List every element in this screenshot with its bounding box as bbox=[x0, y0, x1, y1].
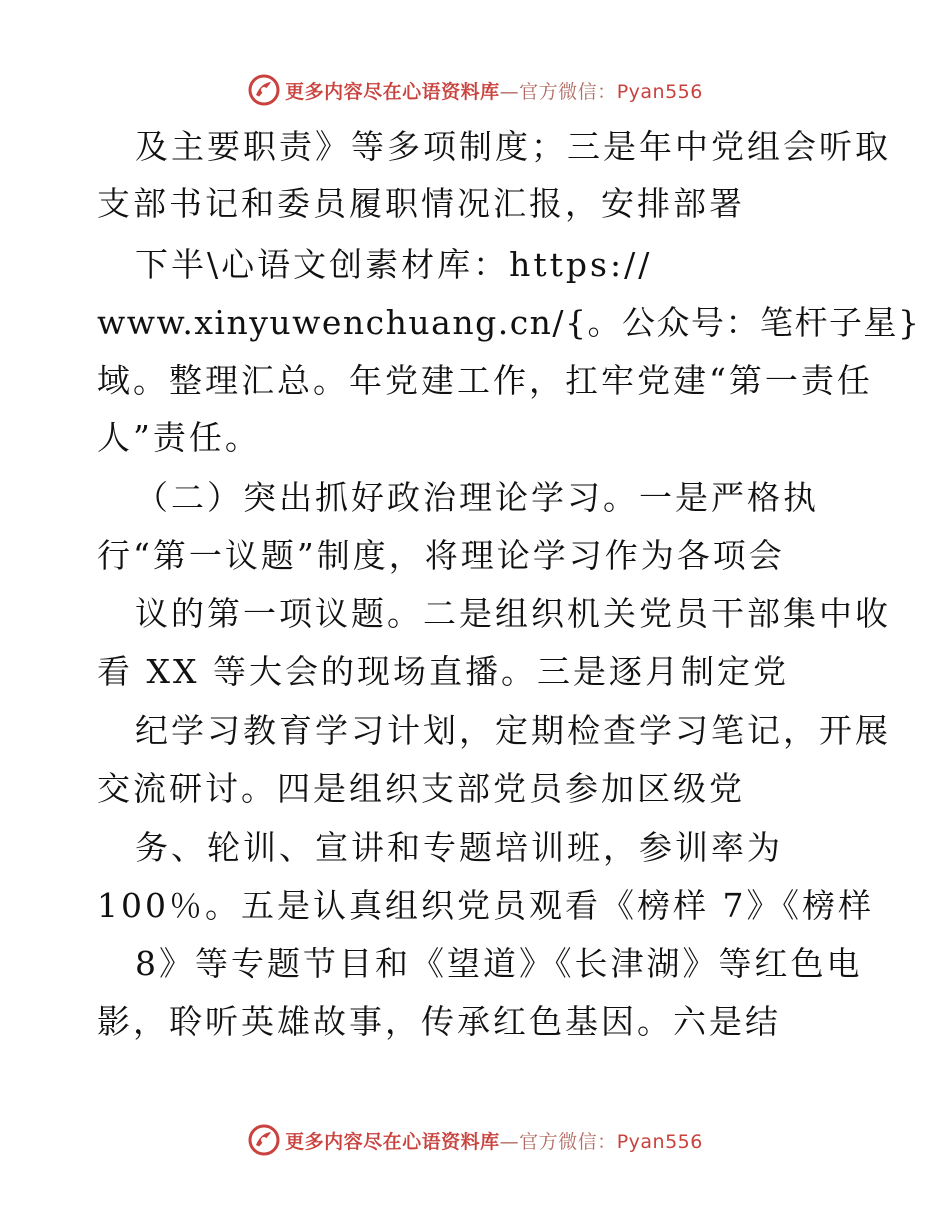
text-line: 8》等专题节目和《望道》《长津湖》等红色电 bbox=[135, 944, 863, 983]
footer-banner bbox=[0, 1120, 950, 1160]
banner-main-text: 更多内容尽在心语资料库 bbox=[285, 80, 500, 103]
banner-wechat-id: Pyan556 bbox=[616, 80, 703, 103]
text-line: 行“第一议题”制度，将理论学习作为各项会 bbox=[97, 536, 785, 575]
banner-main-text: 更多内容尽在心语资料库 bbox=[285, 1130, 500, 1153]
text-line: 下半\心语文创素材库：https:// bbox=[135, 245, 653, 284]
text-line: 交流研讨。四是组织支部党员参加区级党 bbox=[97, 769, 745, 808]
text-line: 人”责任。 bbox=[97, 418, 261, 457]
text-line: （二）突出抓好政治理论学习。一是严格执 bbox=[135, 478, 819, 517]
text-line: 及主要职责》等多项制度；三是年中党组会听取 bbox=[135, 127, 891, 166]
text-line: 纪学习教育学习计划，定期检查学习笔记，开展 bbox=[135, 711, 891, 750]
banner-wechat-id: Pyan556 bbox=[616, 1130, 703, 1153]
text-line: 务、轮训、宣讲和专题培训班，参训率为 bbox=[135, 828, 783, 867]
banner-text bbox=[285, 1127, 703, 1154]
banner-label: 官方微信： bbox=[519, 1130, 617, 1153]
text-line: 支部书记和委员履职情况汇报，安排部署 bbox=[97, 184, 745, 223]
text-line: www.xinyuwenchuang.cn/{。公众号：笔杆子星} bbox=[97, 303, 921, 342]
text-line: 域。整理汇总。年党建工作，扛牢党建“第一责任 bbox=[97, 361, 873, 400]
text-line: 影，聆听英雄故事，传承红色基因。六是结 bbox=[97, 1002, 781, 1041]
banner-label: 官方微信： bbox=[519, 80, 617, 103]
text-line: 100％。五是认真组织党员观看《榜样 7》《榜样 bbox=[97, 886, 874, 925]
banner-dash: — bbox=[499, 80, 520, 103]
banner-dash: — bbox=[499, 1130, 520, 1153]
text-line: 看 XX 等大会的现场直播。三是逐月制定党 bbox=[97, 652, 789, 691]
brand-logo-icon bbox=[247, 1123, 281, 1157]
text-line: 议的第一项议题。二是组织机关党员干部集中收 bbox=[135, 594, 891, 633]
